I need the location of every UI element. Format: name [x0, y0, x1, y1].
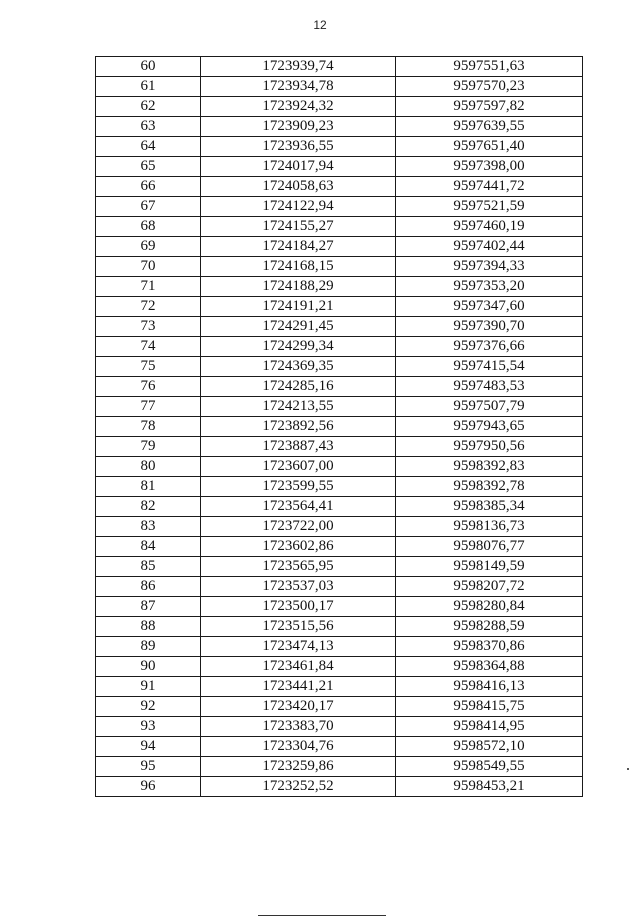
y-coordinate-cell: 9598288,59	[396, 617, 583, 637]
x-coordinate-cell: 1723936,55	[201, 137, 396, 157]
x-coordinate-cell: 1723474,13	[201, 637, 396, 657]
y-coordinate-cell: 9598415,75	[396, 697, 583, 717]
y-coordinate-cell: 9598392,78	[396, 477, 583, 497]
point-number-cell: 60	[96, 57, 201, 77]
y-coordinate-cell: 9598392,83	[396, 457, 583, 477]
page-number: 12	[313, 18, 327, 32]
table-row	[96, 557, 583, 577]
point-number-cell: 79	[96, 437, 201, 457]
x-coordinate-cell: 1723892,56	[201, 417, 396, 437]
table-row	[96, 637, 583, 657]
table-row	[96, 117, 583, 137]
point-number-cell: 67	[96, 197, 201, 217]
coordinates-table-body	[96, 57, 583, 797]
y-coordinate-cell: 9597597,82	[396, 97, 583, 117]
y-coordinate-cell: 9598207,72	[396, 577, 583, 597]
point-number-cell: 86	[96, 577, 201, 597]
y-coordinate-cell: 9597402,44	[396, 237, 583, 257]
coordinates-table	[95, 56, 583, 797]
x-coordinate-cell: 1723500,17	[201, 597, 396, 617]
table-row	[96, 717, 583, 737]
table-row	[96, 657, 583, 677]
table-row	[96, 57, 583, 77]
bottom-edge-line	[258, 915, 386, 916]
point-number-cell: 83	[96, 517, 201, 537]
x-coordinate-cell: 1723441,21	[201, 677, 396, 697]
point-number-cell: 65	[96, 157, 201, 177]
x-coordinate-cell: 1723515,56	[201, 617, 396, 637]
point-number-cell: 77	[96, 397, 201, 417]
y-coordinate-cell: 9598416,13	[396, 677, 583, 697]
y-coordinate-cell: 9598549,55	[396, 757, 583, 777]
table-row	[96, 357, 583, 377]
x-coordinate-cell: 1723909,23	[201, 117, 396, 137]
table-row	[96, 177, 583, 197]
table-row	[96, 77, 583, 97]
x-coordinate-cell: 1723564,41	[201, 497, 396, 517]
x-coordinate-cell: 1724184,27	[201, 237, 396, 257]
y-coordinate-cell: 9597950,56	[396, 437, 583, 457]
x-coordinate-cell: 1723420,17	[201, 697, 396, 717]
y-coordinate-cell: 9597570,23	[396, 77, 583, 97]
table-row	[96, 497, 583, 517]
table-row	[96, 257, 583, 277]
y-coordinate-cell: 9598414,95	[396, 717, 583, 737]
table-row	[96, 457, 583, 477]
x-coordinate-cell: 1724369,35	[201, 357, 396, 377]
y-coordinate-cell: 9598149,59	[396, 557, 583, 577]
y-coordinate-cell: 9597347,60	[396, 297, 583, 317]
y-coordinate-cell: 9598280,84	[396, 597, 583, 617]
y-coordinate-cell: 9597943,65	[396, 417, 583, 437]
point-number-cell: 73	[96, 317, 201, 337]
x-coordinate-cell: 1723602,86	[201, 537, 396, 557]
y-coordinate-cell: 9598370,86	[396, 637, 583, 657]
y-coordinate-cell: 9597394,33	[396, 257, 583, 277]
table-row	[96, 417, 583, 437]
y-coordinate-cell: 9598136,73	[396, 517, 583, 537]
table-row	[96, 337, 583, 357]
point-number-cell: 78	[96, 417, 201, 437]
y-coordinate-cell: 9597398,00	[396, 157, 583, 177]
table-row	[96, 297, 583, 317]
point-number-cell: 94	[96, 737, 201, 757]
x-coordinate-cell: 1724299,34	[201, 337, 396, 357]
x-coordinate-cell: 1723939,74	[201, 57, 396, 77]
x-coordinate-cell: 1723304,76	[201, 737, 396, 757]
x-coordinate-cell: 1723599,55	[201, 477, 396, 497]
table-row	[96, 437, 583, 457]
y-coordinate-cell: 9597639,55	[396, 117, 583, 137]
table-row	[96, 377, 583, 397]
x-coordinate-cell: 1723565,95	[201, 557, 396, 577]
table-row	[96, 237, 583, 257]
point-number-cell: 85	[96, 557, 201, 577]
point-number-cell: 71	[96, 277, 201, 297]
table-row	[96, 277, 583, 297]
point-number-cell: 72	[96, 297, 201, 317]
point-number-cell: 91	[96, 677, 201, 697]
table-row	[96, 197, 583, 217]
point-number-cell: 66	[96, 177, 201, 197]
point-number-cell: 92	[96, 697, 201, 717]
x-coordinate-cell: 1723461,84	[201, 657, 396, 677]
y-coordinate-cell: 9597551,63	[396, 57, 583, 77]
x-coordinate-cell: 1724058,63	[201, 177, 396, 197]
table-row	[96, 317, 583, 337]
point-number-cell: 96	[96, 777, 201, 797]
y-coordinate-cell: 9598076,77	[396, 537, 583, 557]
point-number-cell: 61	[96, 77, 201, 97]
x-coordinate-cell: 1723252,52	[201, 777, 396, 797]
point-number-cell: 81	[96, 477, 201, 497]
x-coordinate-cell: 1724168,15	[201, 257, 396, 277]
table-row	[96, 137, 583, 157]
table-row	[96, 217, 583, 237]
x-coordinate-cell: 1723924,32	[201, 97, 396, 117]
point-number-cell: 64	[96, 137, 201, 157]
x-coordinate-cell: 1723722,00	[201, 517, 396, 537]
point-number-cell: 93	[96, 717, 201, 737]
y-coordinate-cell: 9597415,54	[396, 357, 583, 377]
point-number-cell: 69	[96, 237, 201, 257]
point-number-cell: 63	[96, 117, 201, 137]
y-coordinate-cell: 9598364,88	[396, 657, 583, 677]
point-number-cell: 82	[96, 497, 201, 517]
y-coordinate-cell: 9597441,72	[396, 177, 583, 197]
x-coordinate-cell: 1723934,78	[201, 77, 396, 97]
y-coordinate-cell: 9597507,79	[396, 397, 583, 417]
y-coordinate-cell: 9597390,70	[396, 317, 583, 337]
table-row	[96, 697, 583, 717]
table-row	[96, 577, 583, 597]
x-coordinate-cell: 1724191,21	[201, 297, 396, 317]
point-number-cell: 68	[96, 217, 201, 237]
table-row	[96, 777, 583, 797]
point-number-cell: 89	[96, 637, 201, 657]
table-row	[96, 597, 583, 617]
x-coordinate-cell: 1723259,86	[201, 757, 396, 777]
x-coordinate-cell: 1723537,03	[201, 577, 396, 597]
point-number-cell: 75	[96, 357, 201, 377]
y-coordinate-cell: 9597521,59	[396, 197, 583, 217]
y-coordinate-cell: 9598453,21	[396, 777, 583, 797]
x-coordinate-cell: 1723383,70	[201, 717, 396, 737]
point-number-cell: 80	[96, 457, 201, 477]
table-row	[96, 617, 583, 637]
table-row	[96, 477, 583, 497]
table-row	[96, 517, 583, 537]
x-coordinate-cell: 1724291,45	[201, 317, 396, 337]
table-row	[96, 757, 583, 777]
y-coordinate-cell: 9597353,20	[396, 277, 583, 297]
y-coordinate-cell: 9597483,53	[396, 377, 583, 397]
point-number-cell: 90	[96, 657, 201, 677]
y-coordinate-cell: 9597651,40	[396, 137, 583, 157]
y-coordinate-cell: 9598572,10	[396, 737, 583, 757]
x-coordinate-cell: 1723607,00	[201, 457, 396, 477]
point-number-cell: 76	[96, 377, 201, 397]
point-number-cell: 95	[96, 757, 201, 777]
point-number-cell: 62	[96, 97, 201, 117]
table-row	[96, 397, 583, 417]
scan-speck	[627, 768, 629, 770]
point-number-cell: 87	[96, 597, 201, 617]
point-number-cell: 84	[96, 537, 201, 557]
point-number-cell: 88	[96, 617, 201, 637]
x-coordinate-cell: 1724188,29	[201, 277, 396, 297]
y-coordinate-cell: 9598385,34	[396, 497, 583, 517]
table-row	[96, 737, 583, 757]
point-number-cell: 74	[96, 337, 201, 357]
table-row	[96, 677, 583, 697]
x-coordinate-cell: 1724155,27	[201, 217, 396, 237]
x-coordinate-cell: 1723887,43	[201, 437, 396, 457]
x-coordinate-cell: 1724122,94	[201, 197, 396, 217]
point-number-cell: 70	[96, 257, 201, 277]
y-coordinate-cell: 9597376,66	[396, 337, 583, 357]
x-coordinate-cell: 1724017,94	[201, 157, 396, 177]
y-coordinate-cell: 9597460,19	[396, 217, 583, 237]
table-row	[96, 157, 583, 177]
x-coordinate-cell: 1724285,16	[201, 377, 396, 397]
table-row	[96, 97, 583, 117]
table-row	[96, 537, 583, 557]
x-coordinate-cell: 1724213,55	[201, 397, 396, 417]
